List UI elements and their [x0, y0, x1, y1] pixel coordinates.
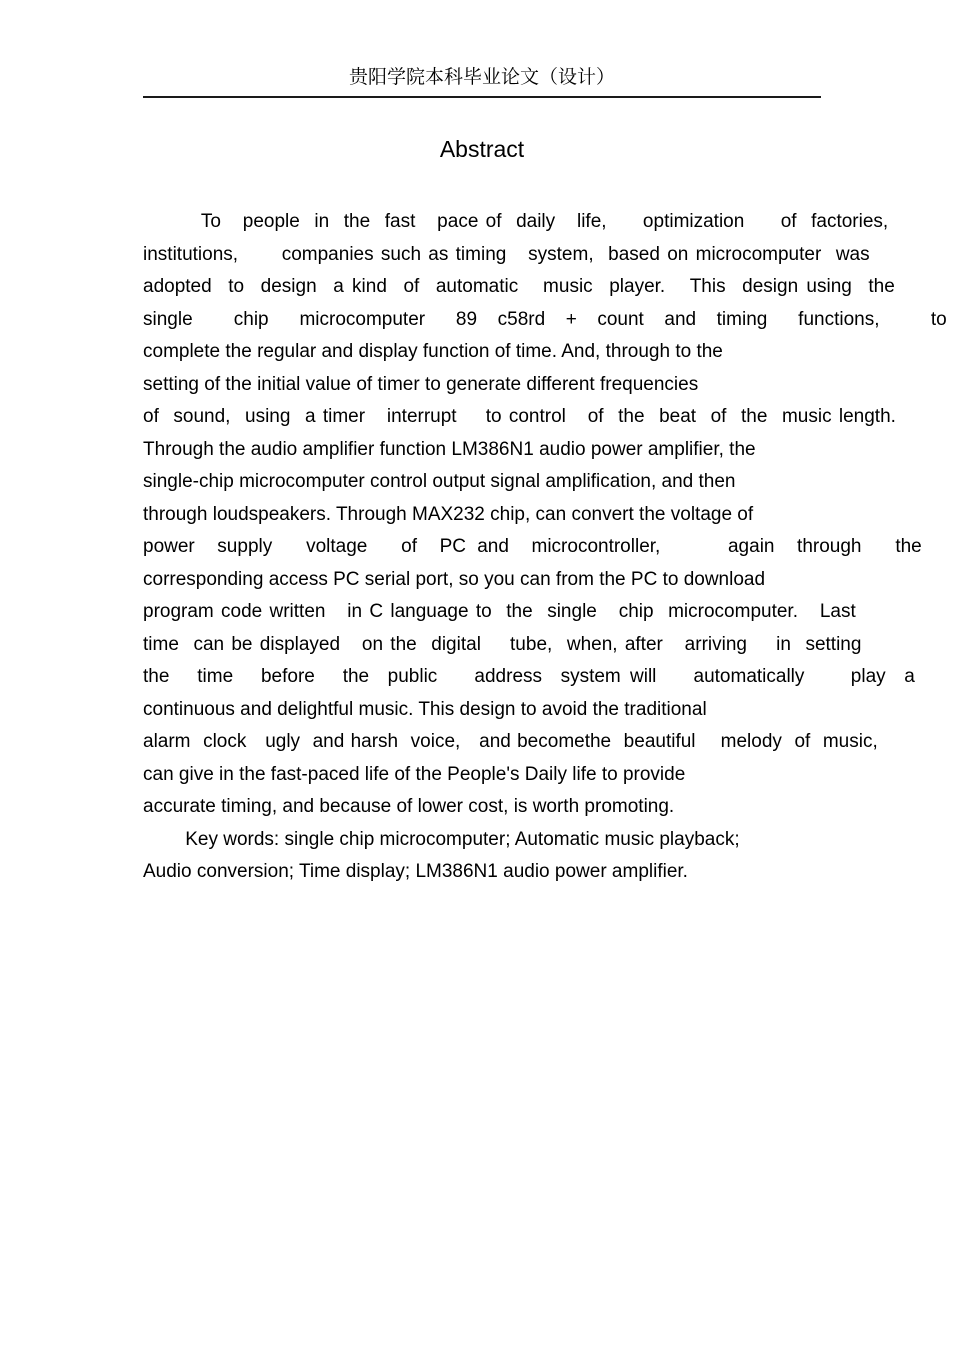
text-line: the time before the public address system will automatically play a [143, 666, 915, 687]
page-title: Abstract [439, 136, 525, 162]
header-title: 贵阳学院本科毕业论文（设计） [348, 66, 615, 88]
text-line: corresponding access PC serial port, so you can from the PC to download [143, 568, 766, 590]
text-line: complete the regular and display function of time. And, through to the [143, 341, 723, 362]
text-line: To people in the fast pace of daily life, optimization of factories, [143, 211, 889, 232]
header-divider [143, 96, 821, 98]
text-line: alarm clock ugly and harsh voice, and becomethe beautiful melody of music, [143, 731, 878, 752]
text-line: adopted to design a kind of automatic music player. This design using the [143, 276, 895, 297]
text-line: accurate timing, and because of lower cost, is worth promoting. [143, 796, 675, 817]
text-line: setting of the initial value of timer to generate different frequencies [143, 373, 699, 395]
keywords-line: Key words: single chip microcomputer; Automatic music playback; [143, 828, 740, 850]
text-line: through loudspeakers. Through MAX232 chip, can convert the voltage of [143, 503, 754, 525]
page-header [143, 62, 821, 98]
text-line: institutions, companies such as timing system, based on microcomputer was [143, 243, 870, 265]
text-line: program code written in C language to the single chip microcomputer. Last [143, 601, 856, 622]
text-line: continuous and delightful music. This design to avoid the traditional [143, 698, 707, 720]
text-line: single-chip microcomputer control output signal amplification, and then [143, 471, 736, 492]
text-line: Through the audio amplifier function LM386N1 audio power amplifier, the [143, 438, 756, 460]
text-line: single chip microcomputer 89 c58rd + count and timing functions, to [143, 308, 947, 330]
keywords-line: Audio conversion; Time display; LM386N1 audio power amplifier. [143, 861, 688, 882]
abstract-text-block [143, 206, 947, 889]
text-line: of sound, using a timer interrupt to control of the beat of the music length. [143, 406, 896, 427]
text-line: can give in the fast-paced life of the People's Daily life to provide [143, 763, 686, 785]
text-line: time can be displayed on the digital tube, when, after arriving in setting [143, 633, 862, 655]
text-line: power supply voltage of PC and microcontroller, again through the [143, 536, 922, 557]
